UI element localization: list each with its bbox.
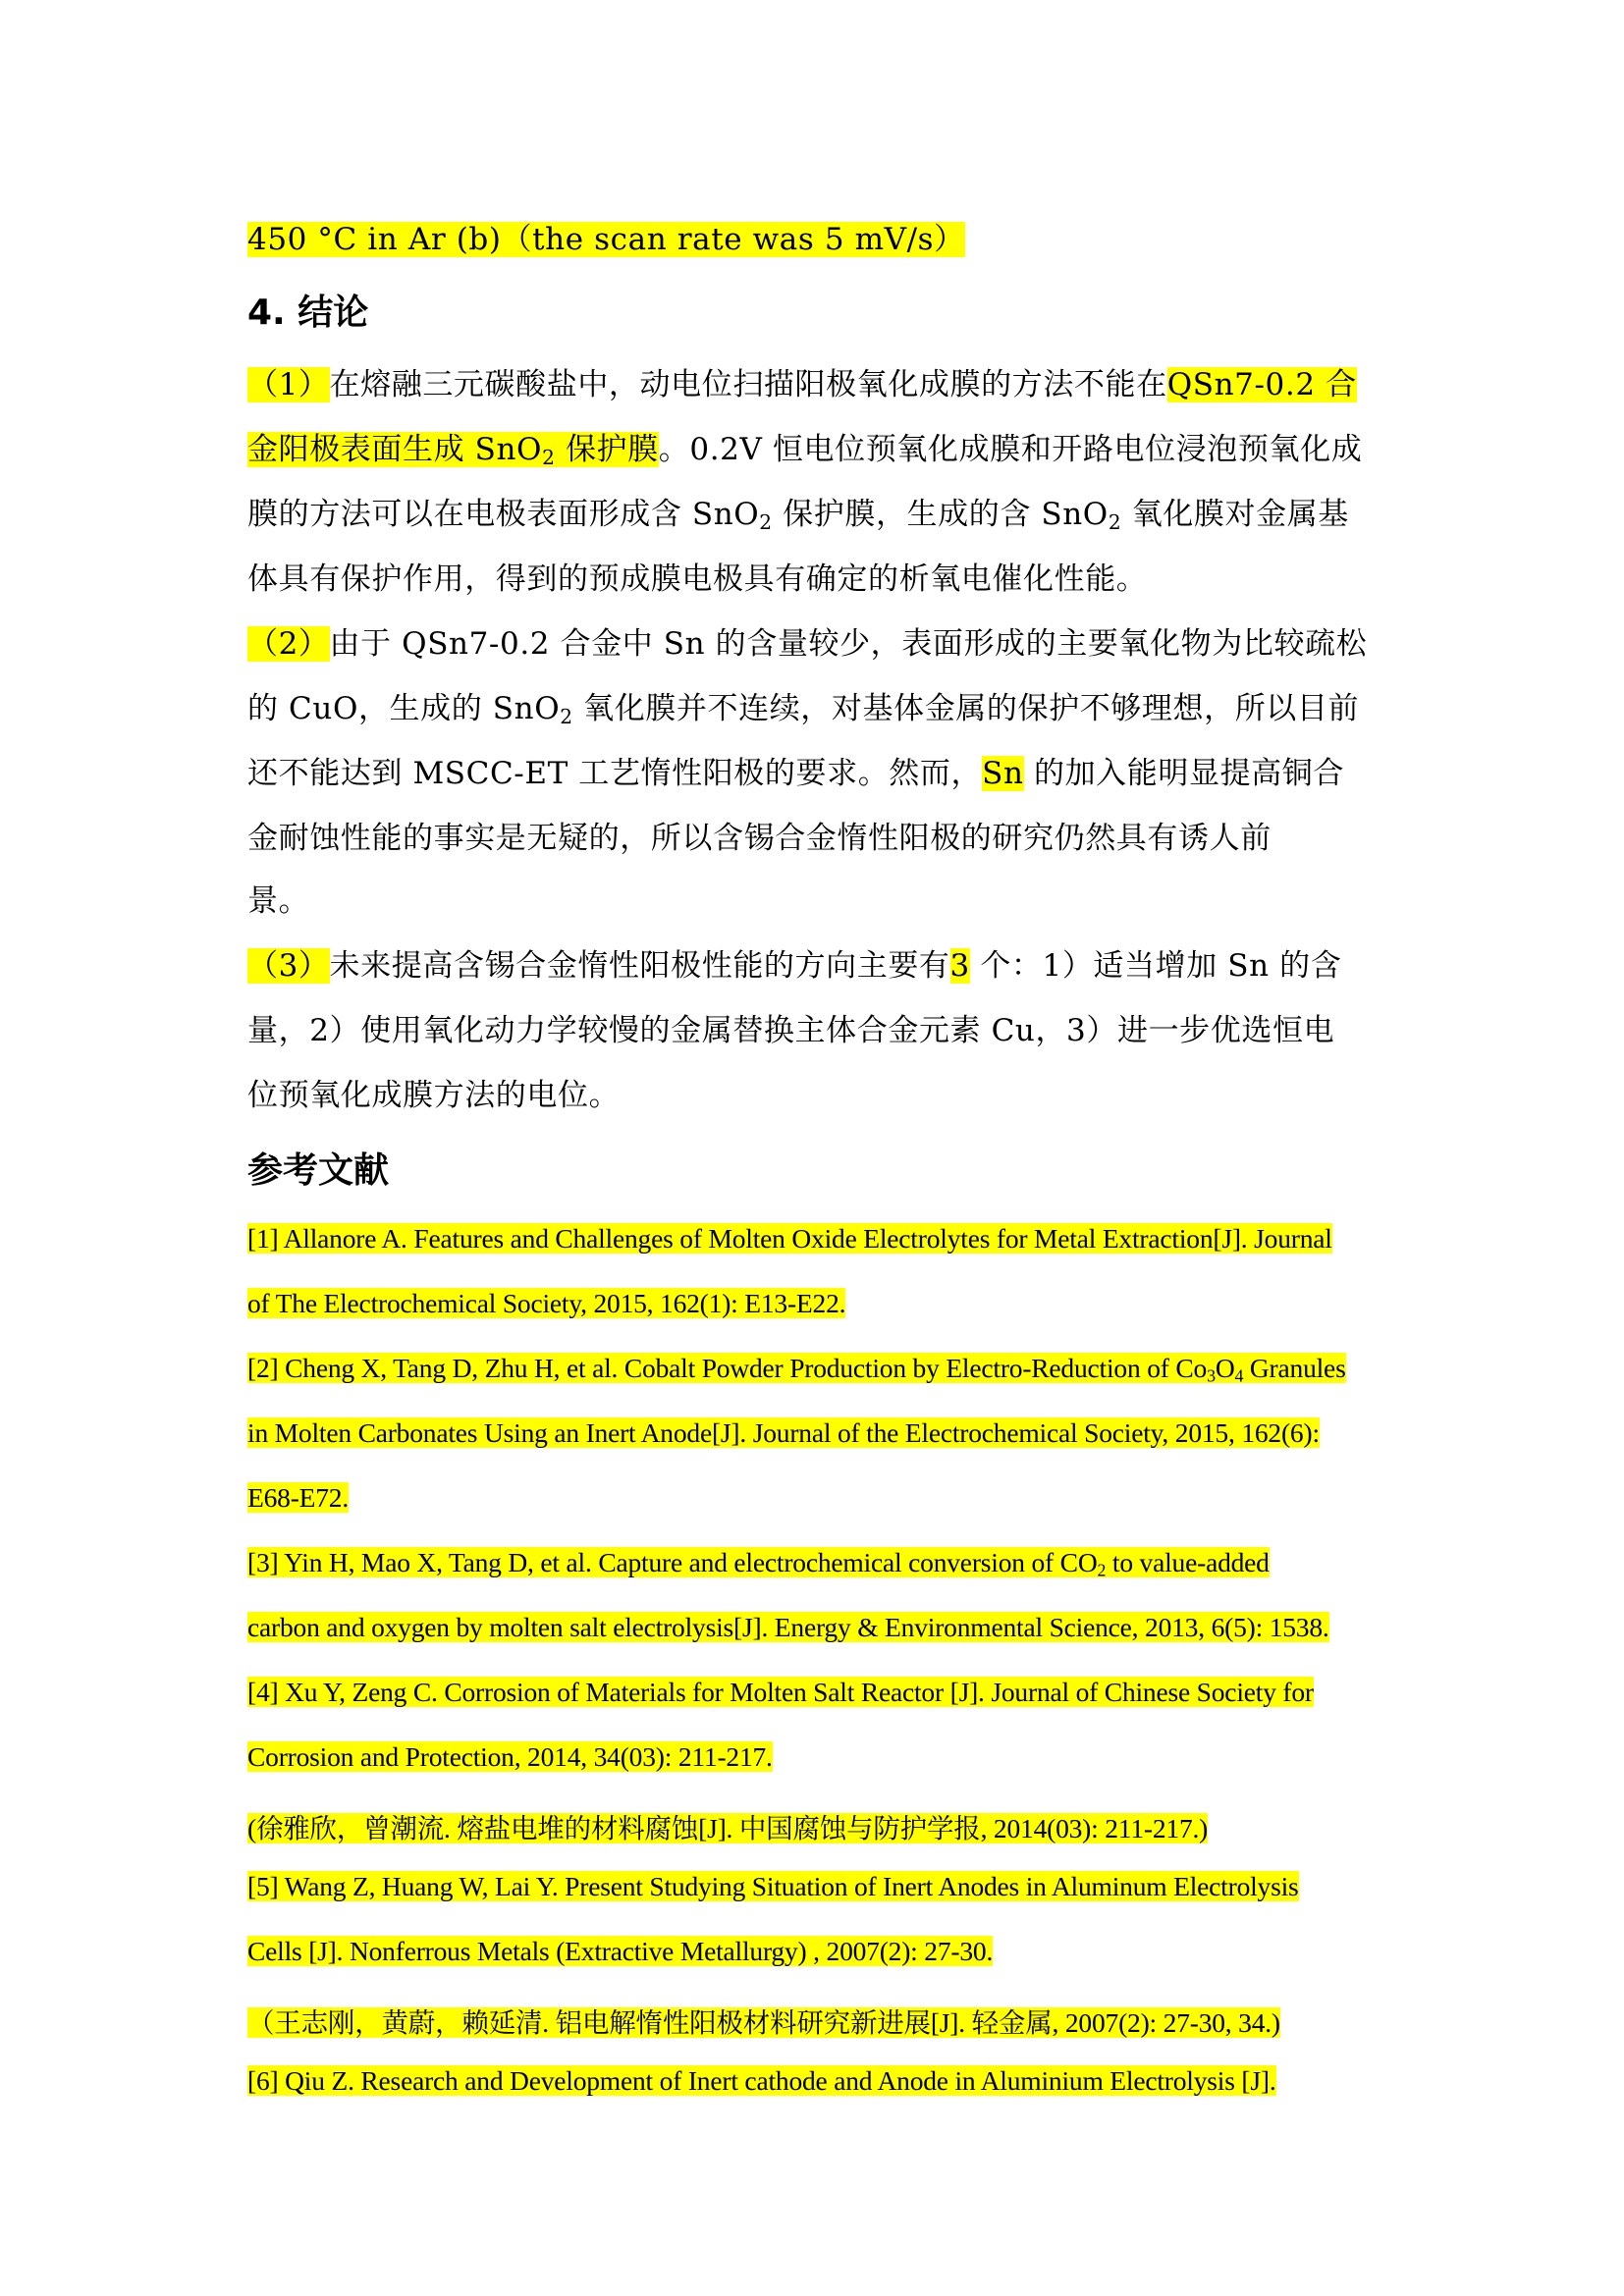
references-heading: 参考文献 (247, 1150, 390, 1191)
reference-6-line1: [6] Qiu Z. Research and Development of Inert cathode and Anode in Aluminium Electrolysis [J]. (247, 2065, 1276, 2096)
reference-2-line3: E68-E72. (247, 1482, 350, 1513)
reference-2-line2: in Molten Carbonates Using an Inert Anode[J]. Journal of the Electrochemical Society, 2015, 162(6): (247, 1417, 1320, 1448)
reference-5-line3: （王志刚，黄蔚，赖延清. 铝电解惰性阳极材料研究新进展[J]. 轻金属, 2007(2): 27-30, 34.) (247, 2007, 1280, 2038)
conclusion-number-2: （2） (247, 626, 330, 662)
conclusion-p2-line1: （2）由于 QSn7-0.2 合金中 Sn 的含量较少，表面形成的主要氧化物为比较疏松 (247, 626, 1368, 662)
conclusion-p2-line3: 还不能达到 MSCC-ET 工艺惰性阳极的要求。然而，Sn 的加入能明显提高铜合 (247, 756, 1344, 791)
reference-2-line1: [2] Cheng X, Tang D, Zhu H, et al. Cobalt Powder Production by Electro-Reduction of $Co_3O_4$ Granules (247, 1353, 1346, 1386)
conclusion-p2-line4: 金耐蚀性能的事实是无疑的，所以含锡合金惰性阳极的研究仍然具有诱人前 (247, 821, 1272, 856)
conclusion-p2-line5: 景。 (247, 883, 310, 919)
conclusion-p1-line1: （1）在熔融三元碳酸盐中，动电位扫描阳极氧化成膜的方法不能在QSn7-0.2 合 (247, 367, 1357, 402)
reference-4-line1: [4] Xu Y, Zeng C. Corrosion of Materials for Molten Salt Reactor [J]. Journal of Chinese Society for (247, 1677, 1314, 1707)
figure-caption-tail (247, 214, 965, 258)
section-heading: 4. 结论 (247, 293, 369, 333)
reference-3-line2: carbon and oxygen by molten salt electrolysis[J]. Energy & Environmental Science, 2013, 6(5): 1538. (247, 1612, 1329, 1642)
reference-1-line1: [1] Allanore A. Features and Challenges of Molten Oxide Electrolytes for Metal Extraction[J]. Journal (247, 1223, 1332, 1254)
reference-5-line2: Cells [J]. Nonferrous Metals (Extractive Metallurgy) , 2007(2): 27-30. (247, 1936, 994, 1966)
conclusion-number-1: （1） (247, 367, 330, 402)
conclusion-p1-line3: 膜的方法可以在电极表面形成含 SnO$_2$ 保护膜，生成的含 SnO$_2$ 氧化膜对金属基 (247, 497, 1349, 535)
conclusion-p3-line2: 量，2）使用氧化动力学较慢的金属替换主体合金元素 Cu，3）进一步优选恒电 (247, 1013, 1335, 1048)
conclusion-p2-line2: 的 CuO，生成的 SnO$_2$ 氧化膜并不连续，对基体金属的保护不够理想，所以目前 (247, 691, 1360, 729)
conclusion-p1-line4: 体具有保护作用，得到的预成膜电极具有确定的析氧电催化性能。 (247, 561, 1148, 597)
conclusion-p3-line1: （3）未来提高含锡合金惰性阳极性能的方向主要有3 个：1）适当增加 Sn 的含 (247, 948, 1342, 984)
conclusion-p3-line3: 位预氧化成膜方法的电位。 (247, 1078, 621, 1113)
reference-4-line2: Corrosion and Protection, 2014, 34(03): 211-217. (247, 1741, 773, 1772)
reference-3-line1: [3] Yin H, Mao X, Tang D, et al. Capture and electrochemical conversion of $CO_2$ to value-added (247, 1547, 1270, 1580)
reference-1-line2: of The Electrochemical Society, 2015, 162(1): E13-E22. (247, 1288, 846, 1318)
conclusion-p1-line2: 金阳极表面生成 SnO$_2$ 保护膜。0.2V 恒电位预氧化成膜和开路电位浸泡预氧化成 (247, 432, 1363, 470)
conclusion-number-3: （3） (247, 948, 330, 984)
reference-4-line3: (徐雅欣，曾潮流. 熔盐电堆的材料腐蚀[J]. 中国腐蚀与防护学报, 2014(03): 211-217.) (247, 1813, 1209, 1843)
reference-5-line1: [5] Wang Z, Huang W, Lai Y. Present Studying Situation of Inert Anodes in Aluminum Electrolysis (247, 1871, 1299, 1901)
caption-highlight: 450 °C in Ar (b)（the scan rate was 5 mV/s） (247, 222, 965, 257)
